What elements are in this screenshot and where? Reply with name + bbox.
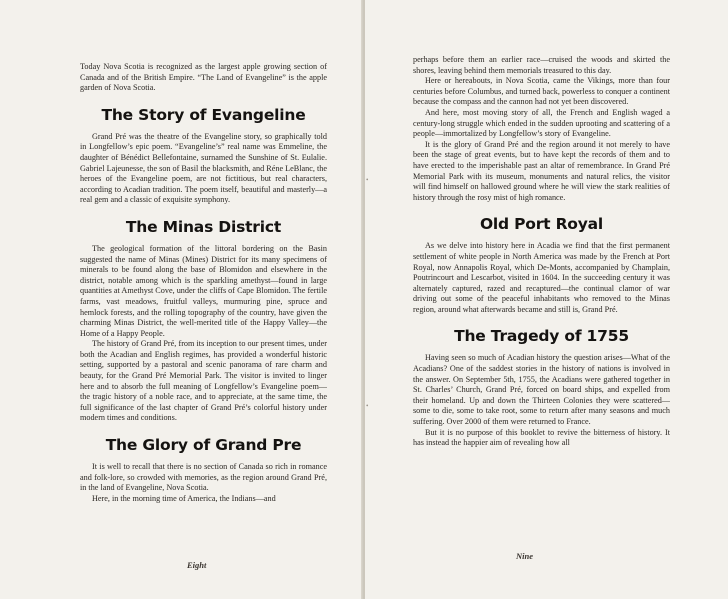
right-page [365,0,728,599]
binding-mark: • [366,402,369,410]
heading-glory-of-grand-pre: The Glory of Grand Pre [105,436,302,455]
heading-old-port-royal: Old Port Royal [479,215,604,234]
glory-paragraph-1: It is well to recall that there is no section of Canada so rich in romance and folk-lore, so crowded with memories, as the region around Grand Pré, in the land of Evangeline, Nova Scotia. [80,462,327,493]
glory-paragraph-2: Here, in the morning time of America, the Indians—and [92,493,276,503]
glory-records-paragraph: It is the glory of Grand Pré and the region around it not merely to have been the stage of great events, but to have kept the records of them and to have erected to the imperishable past an altar of remembrance. In Grand Pré Memorial Park with its museum, monuments and natural relics, the visitor will find himself on hallowed ground where he will view the stark realities of history through the rosy mist of high romance. [413,139,670,202]
left-page [0,0,363,599]
tragedy-paragraph-2: But it is no purpose of this booklet to revive the bitterness of history. It has instead the happier aim of revealing how all [413,427,670,448]
heading-tragedy-of-1755: The Tragedy of 1755 [454,327,629,346]
struggle-paragraph: And here, most moving story of all, the French and English waged a century-long struggle which ended in the sudden uprooting and scattering of a people—immortalized by Longfellow’s story of Evangeline. [413,107,670,139]
right-page-number: Nine [516,551,533,561]
intro-paragraph: Today Nova Scotia is recognized as the largest apple growing section of Canada and of the British Empire. “The Land of Evangeline” is the apple garden of Nova Scotia. [80,62,327,93]
minas-paragraph-1: The geological formation of the littoral bordering on the Basin suggested the name of Minas (Mines) District for its many specimens of minerals to be found along the base of Blomidon and elsewhere in the district, notable among which is the sparkling amethyst—found in large quantities at Amethyst Cove, under the cliffs of Cape Blomidon. The fertile farms, vast meadows, fruitful valleys, murmuring pine, spruce and hemlock forests, and the rolling topography of the country, have given the charming Minas District, the well-merited title of the Happy Valley—the Home of a Happy People. [80,243,327,338]
continued-paragraph: perhaps before them an earlier race—cruised the woods and skirted the shores, leaving behind them memorials treasured to this day. [413,55,670,75]
evangeline-paragraph: Grand Pré was the theatre of the Evangeline story, so graphically told in Longfellow’s epic poem. “Evangeline’s” real name was Emmeline, the daughter of Bénédict Bellefontaine, surnamed the Sunshine of St. Eulalie. Gabriel Lajeunesse, the son of Basil the blacksmith, and Réne LeBlanc, the heroes of the Evangeline poem, are not fictitious, but real characters, according to Acadian tradition. The poem itself, beautiful and masterly—a real gem and a classic of exquisite symphony. [80,131,327,205]
tragedy-paragraph-1: Having seen so much of Acadian history the question arises—What of the Acadians? One of the saddest stories in the history of nations is involved in the answer. On September 5th, 1755, the Acadians were gathered together in St. Charles’ Church, Grand Pré, forced on board ships, and expelled from their homeland. Up and down the Thirteen Colonies they were scattered—some to die, some to take root, some to return after many seasons and much suffering. Over 2000 of them were returned to France. [413,353,670,427]
heading-story-of-evangeline: The Story of Evangeline [101,105,306,124]
minas-paragraph-2: The history of Grand Pré, from its inception to our present times, under both the Acadian and English regimes, has provided a wonderful historic setting, supported by a pastoral and scenic panorama of rare charm and beauty, for the Grand Pré Memorial Park. The visitor is invited to linger here and to absorb the full meaning of Longfellow’s Evangeline poem—the tragic history of a noble race, and to appreciate, at the same time, the full significance of the last chapter of Grand Pré’s colorful history under modern times and conditions. [80,339,327,423]
vikings-paragraph: Here or hereabouts, in Nova Scotia, came the Vikings, more than four centuries before Columbus, and turned back, powerless to conquer a continent because the compass and the cannon had not yet been discovered. [413,76,670,107]
port-royal-paragraph: As we delve into history here in Acadia we find that the first permanent settlement of white people in North America was made by the French at Port Royal, now Annapolis Royal, which De-Monts, accompanied by Champlain, Poutrincourt and Lescarbot, visited in 1604. In the succeeding century it was alternately captured, razed and recaptured—the continual clamor of war driving out some of the peaceful inhabitants who removed to the Minas region, around what afterwards became and still is, Grand Pré. [413,241,670,314]
binding-mark: • [366,176,369,184]
heading-minas-district: The Minas District [125,217,282,236]
left-page-number: Eight [187,560,207,570]
